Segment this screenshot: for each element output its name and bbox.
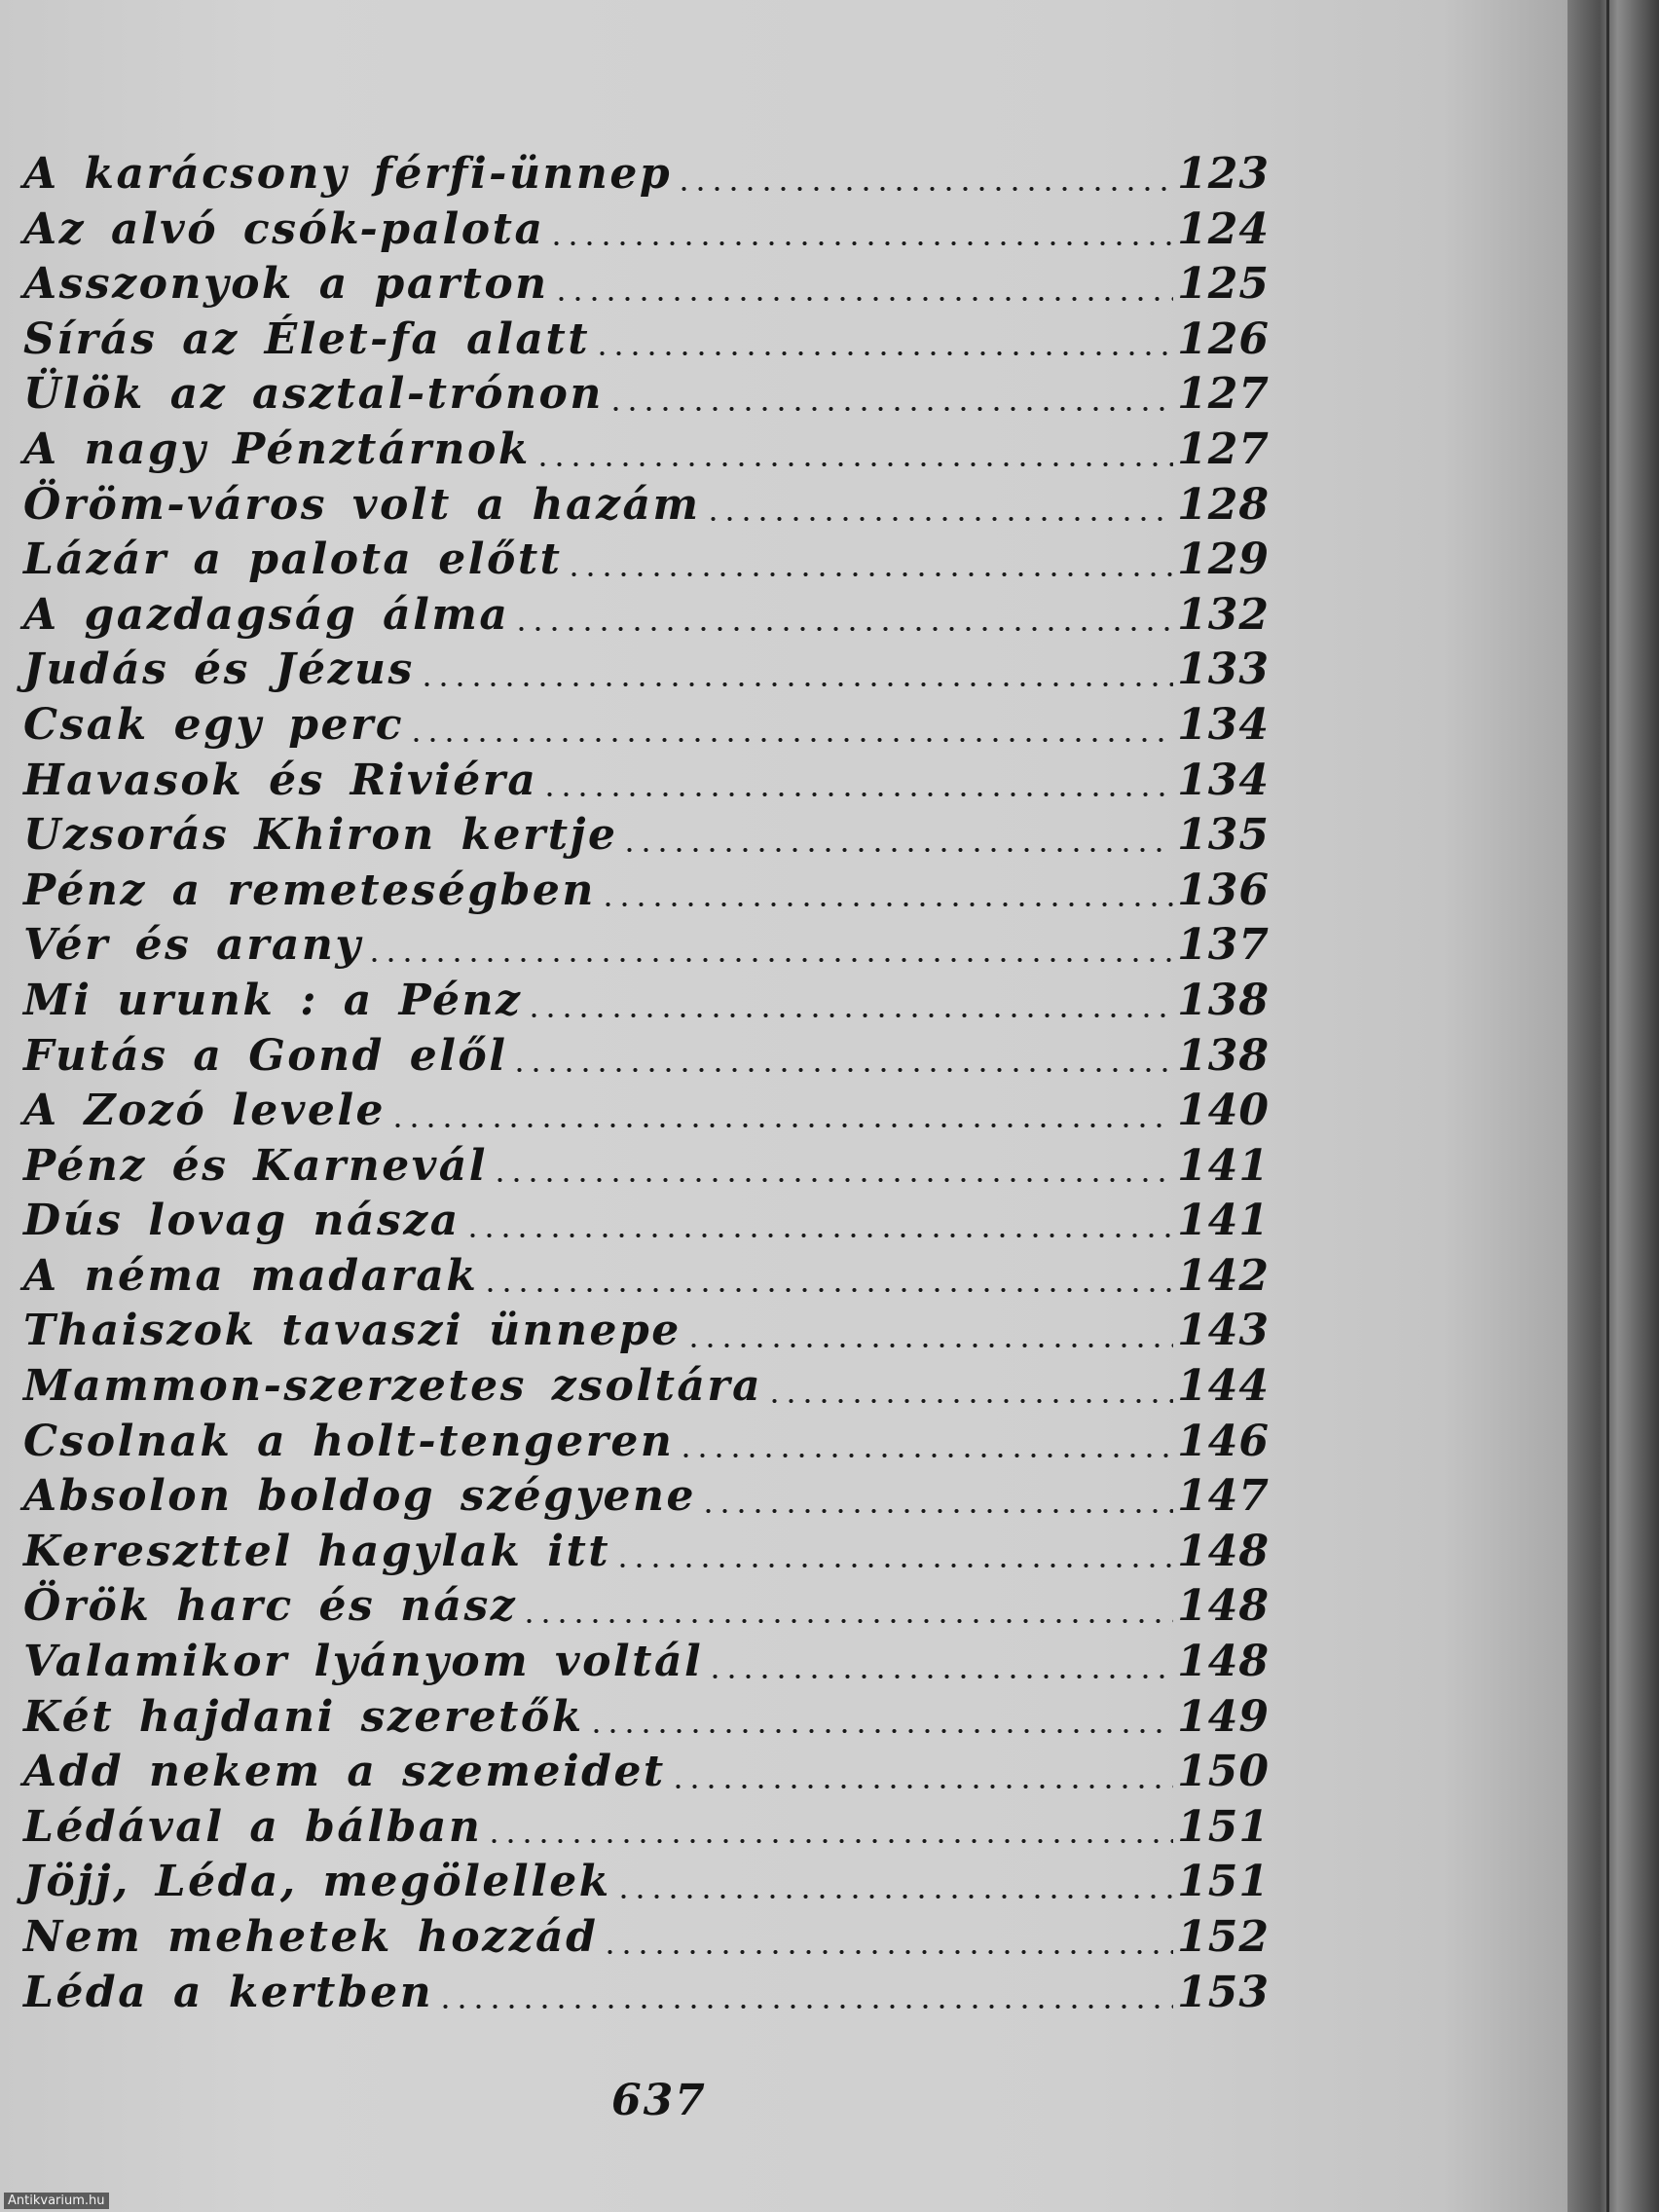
toc-entry-title: Pénz és Karnevál: [23, 1140, 488, 1191]
toc-entry-title: A karácsony férfi-ünnep: [23, 149, 673, 199]
toc-entry: [23, 1361, 1270, 1417]
toc-entry-title: Uzsorás Khiron kertje: [23, 810, 618, 861]
toc-entry-title: Valamikor lyányom voltál: [23, 1637, 704, 1687]
toc-entry-page: 138: [1177, 975, 1270, 1025]
toc-entry: [23, 369, 1270, 424]
toc-entry: [23, 535, 1270, 590]
toc-entry-title: Örök harc és nász: [23, 1581, 518, 1632]
toc-entry-title: Léda a kertben: [23, 1967, 434, 2017]
toc-entry: [23, 810, 1270, 866]
dot-leader: [602, 1950, 1173, 1954]
toc-entry-title: Mammon-szerzetes zsoltára: [23, 1361, 763, 1412]
dot-leader: [670, 1785, 1173, 1788]
toc-entry: [23, 1141, 1270, 1197]
toc-entry: [23, 259, 1270, 314]
toc-entry-title: Nem mehetek hozzád: [23, 1912, 599, 1962]
toc-entry-page: 123: [1177, 149, 1270, 199]
table-of-contents: [23, 149, 1270, 2022]
toc-entry-page: 152: [1177, 1912, 1270, 1962]
toc-entry: [23, 700, 1270, 756]
dot-leader: [548, 241, 1173, 245]
dot-leader: [511, 1068, 1173, 1072]
dot-leader: [700, 1509, 1173, 1513]
dot-leader: [594, 351, 1173, 355]
dot-leader: [621, 848, 1173, 852]
toc-entry-page: 150: [1177, 1747, 1270, 1797]
dot-leader: [678, 1454, 1173, 1457]
toc-entry: [23, 1527, 1270, 1582]
toc-entry-page: 147: [1177, 1471, 1270, 1522]
toc-entry: [23, 1306, 1270, 1361]
toc-entry-page: 151: [1177, 1857, 1270, 1907]
toc-entry-title: A Zozó levele: [23, 1086, 387, 1136]
dot-leader: [535, 462, 1173, 466]
dot-leader: [608, 407, 1173, 411]
dot-leader: [541, 793, 1173, 796]
toc-entry-page: 134: [1177, 755, 1270, 805]
toc-entry-page: 137: [1177, 920, 1270, 971]
toc-entry-page: 136: [1177, 865, 1270, 915]
toc-entry: [23, 920, 1270, 976]
toc-entry: [23, 480, 1270, 535]
dot-leader: [486, 1839, 1173, 1843]
toc-entry-page: 144: [1177, 1361, 1270, 1412]
toc-entry-title: Kereszttel hagylak itt: [23, 1526, 611, 1576]
toc-entry-title: Mi urunk : a Pénz: [23, 975, 523, 1025]
dot-leader: [366, 958, 1173, 962]
toc-entry-title: Öröm-város volt a hazám: [23, 479, 701, 530]
toc-entry: [23, 424, 1270, 480]
gutter-divider: [1606, 0, 1609, 2212]
toc-entry: [23, 1637, 1270, 1692]
toc-entry-title: Futás a Gond elől: [23, 1030, 508, 1081]
toc-entry-title: Csak egy perc: [23, 699, 404, 750]
dot-leader: [419, 682, 1173, 686]
toc-entry-page: 148: [1177, 1526, 1270, 1576]
toc-entry: [23, 1857, 1270, 1912]
toc-entry: [23, 1196, 1270, 1251]
toc-entry-page: 148: [1177, 1581, 1270, 1632]
toc-entry-page: 142: [1177, 1250, 1270, 1301]
toc-entry-title: Havasok és Riviéra: [23, 755, 538, 805]
toc-entry: [23, 645, 1270, 700]
toc-entry-page: 127: [1177, 424, 1270, 474]
toc-entry: [23, 1692, 1270, 1748]
dot-leader: [685, 1344, 1173, 1347]
toc-entry-page: 129: [1177, 535, 1270, 585]
toc-entry-page: 143: [1177, 1306, 1270, 1356]
toc-entry-title: Thaiszok tavaszi ünnepe: [23, 1306, 682, 1356]
toc-entry: [23, 1086, 1270, 1141]
dot-leader: [553, 297, 1173, 301]
toc-entry-page: 124: [1177, 203, 1270, 254]
dot-leader: [588, 1729, 1173, 1733]
toc-entry-page: 125: [1177, 259, 1270, 310]
toc-entry: [23, 204, 1270, 260]
toc-entry-title: Jöjj, Léda, megölellek: [23, 1857, 611, 1907]
dot-leader: [615, 1895, 1173, 1899]
dot-leader: [464, 1234, 1173, 1237]
dot-leader: [482, 1288, 1173, 1292]
toc-entry-page: 138: [1177, 1030, 1270, 1081]
toc-entry-page: 127: [1177, 369, 1270, 420]
toc-entry-title: Judás és Jézus: [23, 645, 415, 695]
toc-entry: [23, 149, 1270, 204]
toc-entry-title: Pénz a remeteségben: [23, 865, 596, 915]
toc-entry-page: 133: [1177, 645, 1270, 695]
watermark: Antikvarium.hu: [4, 2193, 109, 2209]
toc-entry-page: 141: [1177, 1140, 1270, 1191]
toc-entry: [23, 976, 1270, 1031]
toc-entry: [23, 314, 1270, 370]
toc-entry-page: 135: [1177, 810, 1270, 861]
dot-leader: [600, 903, 1173, 906]
toc-entry: [23, 1581, 1270, 1637]
toc-entry-title: A nagy Pénztárnok: [23, 424, 531, 474]
dot-leader: [676, 187, 1173, 191]
toc-entry-page: 126: [1177, 313, 1270, 364]
toc-entry-page: 149: [1177, 1691, 1270, 1742]
toc-entry-title: Ülök az asztal-trónon: [23, 369, 604, 420]
toc-entry: [23, 1802, 1270, 1858]
dot-leader: [389, 1124, 1173, 1127]
toc-entry-page: 141: [1177, 1196, 1270, 1246]
toc-entry-page: 153: [1177, 1967, 1270, 2017]
dot-leader: [521, 1619, 1173, 1623]
toc-entry-title: Két hajdani szeretők: [23, 1691, 584, 1742]
toc-entry: [23, 1968, 1270, 2023]
toc-entry-title: Az alvó csók-palota: [23, 203, 545, 254]
page-number: 637: [611, 2076, 707, 2125]
toc-entry-title: Csolnak a holt-tengeren: [23, 1416, 675, 1466]
dot-leader: [437, 2005, 1173, 2009]
toc-entry-page: 151: [1177, 1801, 1270, 1852]
dot-leader: [566, 572, 1173, 576]
toc-entry: [23, 1471, 1270, 1527]
toc-entry: [23, 1031, 1270, 1087]
toc-entry-page: 128: [1177, 479, 1270, 530]
toc-entry-title: A gazdagság álma: [23, 589, 510, 640]
toc-entry-title: Absolon boldog szégyene: [23, 1471, 696, 1522]
toc-entry-title: A néma madarak: [23, 1250, 479, 1301]
toc-entry-title: Add nekem a szemeidet: [23, 1747, 666, 1797]
toc-entry-title: Asszonyok a parton: [23, 259, 549, 310]
toc-entry: [23, 1417, 1270, 1472]
toc-entry-title: Lázár a palota előtt: [23, 535, 563, 585]
book-spine-gutter: [1567, 0, 1659, 2212]
toc-entry-page: 146: [1177, 1416, 1270, 1466]
toc-entry-page: 140: [1177, 1086, 1270, 1136]
dot-leader: [526, 1014, 1173, 1017]
dot-leader: [614, 1564, 1173, 1567]
toc-entry-title: Vér és arany: [23, 920, 363, 971]
dot-leader: [766, 1399, 1173, 1403]
toc-entry: [23, 590, 1270, 645]
toc-entry-page: 132: [1177, 589, 1270, 640]
dot-leader: [707, 1675, 1173, 1678]
dot-leader: [705, 517, 1174, 521]
toc-entry-page: 148: [1177, 1637, 1270, 1687]
toc-entry: [23, 1251, 1270, 1307]
dot-leader: [513, 627, 1173, 631]
toc-entry: [23, 1912, 1270, 1968]
toc-entry: [23, 756, 1270, 811]
toc-entry-page: 134: [1177, 699, 1270, 750]
toc-entry-title: Dús lovag násza: [23, 1196, 461, 1246]
toc-entry-title: Sírás az Élet-fa alatt: [23, 313, 591, 364]
toc-entry: [23, 866, 1270, 921]
dot-leader: [408, 738, 1173, 742]
dot-leader: [492, 1178, 1173, 1182]
toc-entry-title: Lédával a bálban: [23, 1801, 483, 1852]
toc-entry: [23, 1747, 1270, 1802]
